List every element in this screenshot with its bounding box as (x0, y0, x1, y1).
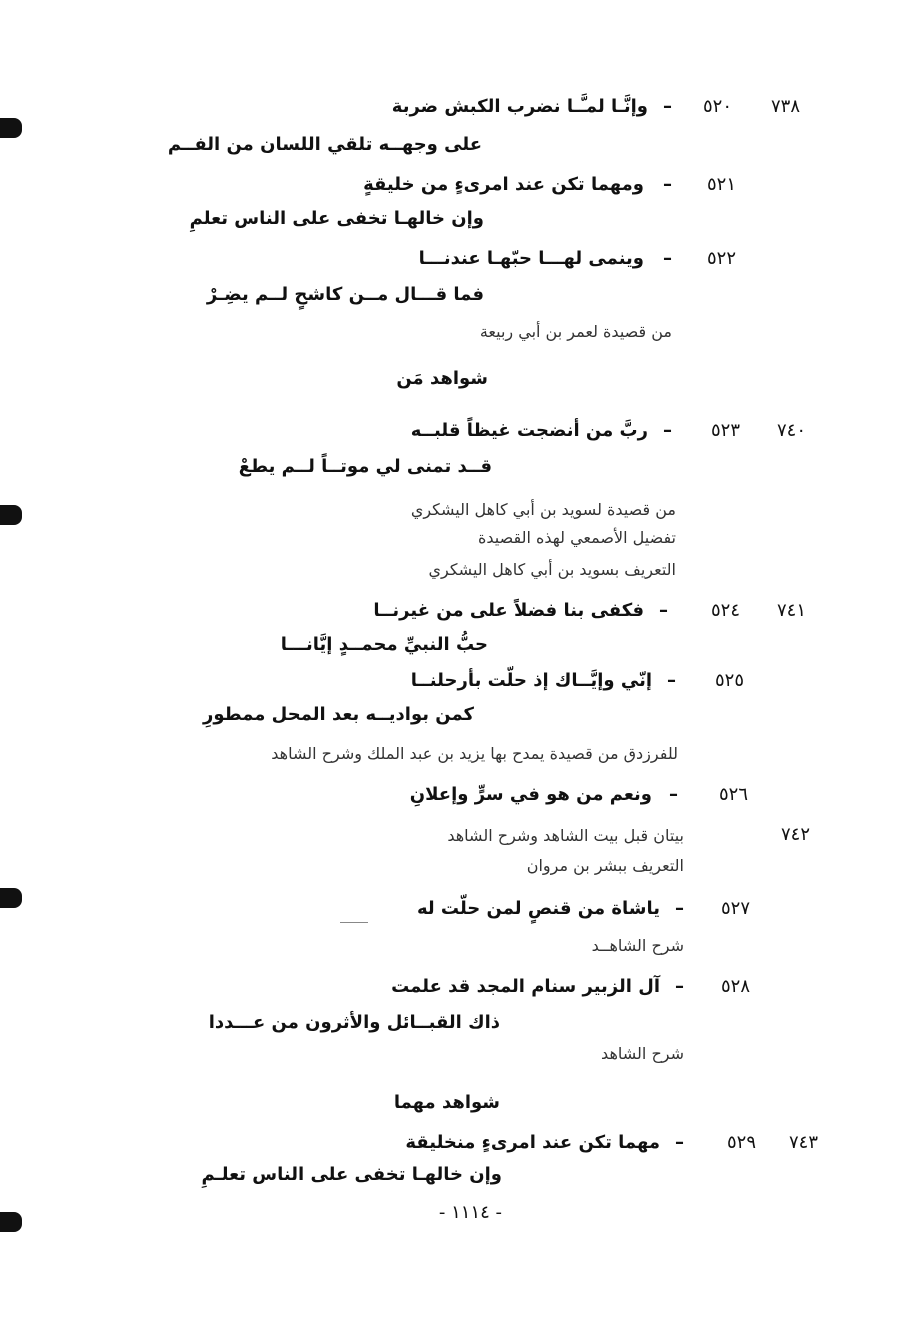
scan-edge-mark (0, 1212, 22, 1232)
verse-number: ٥٢٠ (702, 96, 732, 117)
section-heading: شواهد مهما (393, 1092, 500, 1113)
verse-first-hemistich: آل الزبير سنام المجد قد علمت (391, 976, 660, 997)
verse-number: ٥٢٣ (710, 420, 740, 441)
verse-dash: – (675, 1132, 684, 1153)
page-reference: ٧٤٢ (780, 824, 810, 845)
verse-second-hemistich: حبُّ النبيِّ محمــدٍ إيَّانـــا (280, 634, 488, 655)
verse-first-hemistich: ياشاة من قنصٍ لمن حلّت له (416, 898, 660, 919)
verse-dash: – (663, 420, 672, 441)
verse-dash: – (663, 174, 672, 195)
verse-number: ٥٢٧ (720, 898, 750, 919)
page-reference: ٧٣٨ (770, 96, 800, 117)
page-number: - ١١١٤ - (438, 1202, 502, 1223)
underline-stroke (340, 922, 368, 923)
verse-first-hemistich: ربَّ من أنضجت غيظاً قلبــه (410, 420, 648, 441)
verse-number: ٥٢٥ (714, 670, 744, 691)
source-note: شرح الشاهــد (591, 936, 684, 955)
verse-number: ٥٢٦ (718, 784, 748, 805)
verse-dash: – (675, 898, 684, 919)
source-note: للفرزدق من قصيدة يمدح بها يزيد بن عبد الملك وشرح الشاهد (271, 744, 678, 763)
verse-dash: – (663, 96, 672, 117)
source-note: التعريف ببشر بن مروان (526, 856, 684, 875)
verse-dash: – (663, 248, 672, 269)
verse-dash: – (675, 976, 684, 997)
verse-number: ٥٢٨ (720, 976, 750, 997)
verse-first-hemistich: وإنَّـا لمـَّـا نضرب الكبش ضربة (391, 96, 648, 117)
verse-second-hemistich: على وجهــه تلقي اللسان من الفــم (167, 134, 482, 155)
page-reference: ٧٤٣ (788, 1132, 818, 1153)
page-reference: ٧٤٠ (776, 420, 806, 441)
section-heading: شواهد مَن (396, 368, 488, 389)
verse-second-hemistich: ذاك القبــائل والأثرون من عـــددا (208, 1012, 500, 1033)
verse-first-hemistich: ونعم من هو في سرٍّ وإعلانِ (409, 784, 652, 805)
verse-first-hemistich: وينمى لهـــا حبّهـا عندنـــا (418, 248, 644, 269)
source-note: التعريف بسويد بن أبي كاهل اليشكري (428, 560, 676, 579)
source-note: بيتان قبل بيت الشاهد وشرح الشاهد (447, 826, 684, 845)
scan-edge-mark (0, 888, 22, 908)
verse-first-hemistich: ومهما تكن عند امرىءٍ من خليقةٍ (363, 174, 644, 195)
verse-number: ٥٢٩ (726, 1132, 756, 1153)
source-note: تفضيل الأصمعي لهذه القصيدة (477, 528, 676, 547)
source-note: شرح الشاهد (601, 1044, 684, 1063)
verse-first-hemistich: مهما تكن عند امرىءٍ منخليقة (405, 1132, 660, 1153)
verse-number: ٥٢١ (706, 174, 736, 195)
verse-second-hemistich: وإن خالهـا تخفى على الناس تعلمِ (189, 208, 484, 229)
verse-number: ٥٢٤ (710, 600, 740, 621)
page-reference: ٧٤١ (776, 600, 806, 621)
verse-second-hemistich: كمن بواديــه بعد المحل ممطورِ (203, 704, 474, 725)
verse-number: ٥٢٢ (706, 248, 736, 269)
verse-second-hemistich: وإن خالهـا تخفى على الناس تعلـمِ (201, 1164, 502, 1185)
verse-dash: – (667, 670, 676, 691)
scan-edge-mark (0, 118, 22, 138)
verse-dash: – (669, 784, 678, 805)
source-note: من قصيدة لسويد بن أبي كاهل اليشكري (410, 500, 676, 519)
verse-second-hemistich: قــد تمنى لي موتــاً لــم يطعْ (238, 456, 492, 477)
verse-second-hemistich: فما قـــال مــن كاشحٍ لــم يضِـرْ (206, 284, 484, 305)
source-note: من قصيدة لعمر بن أبي ربيعة (479, 322, 672, 341)
verse-first-hemistich: فكفى بنا فضلاً على من غيرنــا (373, 600, 644, 621)
scan-edge-mark (0, 505, 22, 525)
verse-first-hemistich: إنّي وإيَّــاك إذ حلّت بأرحلنــا (410, 670, 652, 691)
verse-dash: – (659, 600, 668, 621)
